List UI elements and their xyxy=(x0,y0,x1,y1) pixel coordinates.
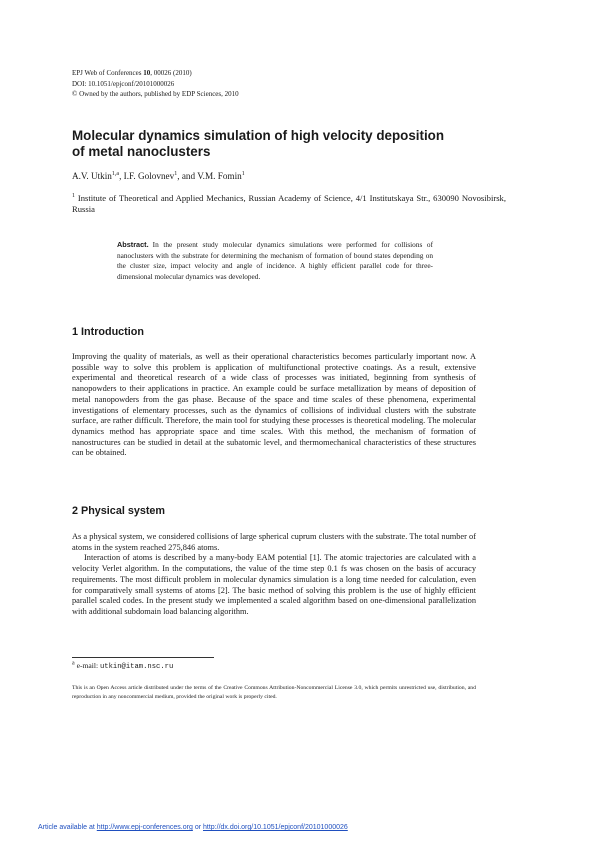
section-heading-physical-system: 2 Physical system xyxy=(72,505,166,517)
email-address: utkin@itam.nsc.ru xyxy=(99,663,174,671)
author-list: A.V. Utkin$^{1,a}$, I.F. Golovnev$^1$, and V.M. Fomin$^1$ xyxy=(72,170,245,181)
abstract-label: Abstract. xyxy=(117,240,149,249)
introduction-paragraph: Improving the quality of materials, as well as their operational characteristics becomes particularly important now. A possible way to solve this problem is application of multifunctional protective coatings. As a result, extensive experimental and theoretical research of a wide class of processes was initiated, beginning from synthesis of nanopowders to their applications in practice. An example could be surface metallization by means of deposition of metal nanopowders from the gas phase. Because of the space and time scales of these phenomena, experimental investigations of elementary processes, such as the dynamics of collisions of individual clusters with the substrate surface, are rather difficult. Therefore, the main tool for studying these processes is theoretical modeling. The molecular dynamics method has appropriate space and time scales. With this method, the mechanism of formation of nanostructures can be studied in detail at the subatomic level, and thermomechanical characteristics of these structures can be obtained. xyxy=(72,352,476,458)
introduction-body xyxy=(72,352,476,459)
license-notice: This is an Open Access article distributed under the terms of the Creative Commons Attribution-Noncommercial License 3.0, which permits unrestricted use, distribution, and reproduction in any noncommercial medium, provided the original work is properly cited. xyxy=(72,685,476,700)
copyright-icon: © xyxy=(72,90,78,98)
physical-system-paragraph-2: Interaction of atoms is described by a many-body EAM potential [1]. The atomic trajectories are calculated with a velocity Verlet algorithm. In the computations, the value of the time step 0.1 fs was chosen on the basis of accuracy requirements. The most difficult problem in molecular dynamics simulation is a long time needed for calculation, even for comparatively small systems of atoms [2]. The basic method of solving this problem is the use of highly efficient parallel scaled codes. In the present study we implemented a scaled algorithm based on one-dimensional parallelization with additional subdomain load balancing algorithm. xyxy=(72,553,476,616)
journal-doi: DOI: 10.1051/epjconf/20101000026 xyxy=(72,79,175,88)
epj-conferences-link[interactable]: http://www.epj-conferences.org xyxy=(96,824,193,831)
journal-citation: EPJ Web of Conferences 10, 00026 (2010) xyxy=(72,69,192,77)
abstract-text: In the present study molecular dynamics simulations were performed for collisions of nanoclusters with the substrate for determining the mechanism of formation of bound states depending on the cluster size, impact velocity and angle of incidence. A highly efficient parallel code for three-dimensional molecular dynamics was developed. xyxy=(117,240,433,281)
footnote-divider xyxy=(72,657,214,658)
article-availability: Article available at http://www.epj-conferences.org or http://dx.doi.org/10.1051/epjconf/20101000026 xyxy=(38,824,348,831)
journal-volume: 10 xyxy=(143,69,151,77)
doi-link[interactable]: http://dx.doi.org/10.1051/epjconf/20101000026 xyxy=(203,824,348,831)
abstract xyxy=(117,240,433,282)
journal-header xyxy=(72,68,239,100)
journal-copyright: © Owned by the authors, published by EDP Sciences, 2010 xyxy=(72,90,239,98)
physical-system-paragraph-1: As a physical system, we considered collisions of large spherical cuprum clusters with the substrate. The total number of atoms in the system reached 275,846 atoms. xyxy=(72,532,476,552)
section-heading-introduction: 1 Introduction xyxy=(72,326,144,338)
physical-system-body xyxy=(72,532,476,618)
title-line-1: Molecular dynamics simulation of high velocity deposition xyxy=(72,128,445,143)
paper-title xyxy=(72,128,532,160)
footnote-email: $^a$ e-mail: utkin@itam.nsc.ru xyxy=(72,660,174,671)
title-line-2: of metal nanoclusters xyxy=(72,144,211,159)
affiliation: $^1$ Institute of Theoretical and Applied Mechanics, Russian Academy of Science, 4/1 Institutskaya Str., 630090 Novosibirsk, Russia xyxy=(72,193,506,214)
